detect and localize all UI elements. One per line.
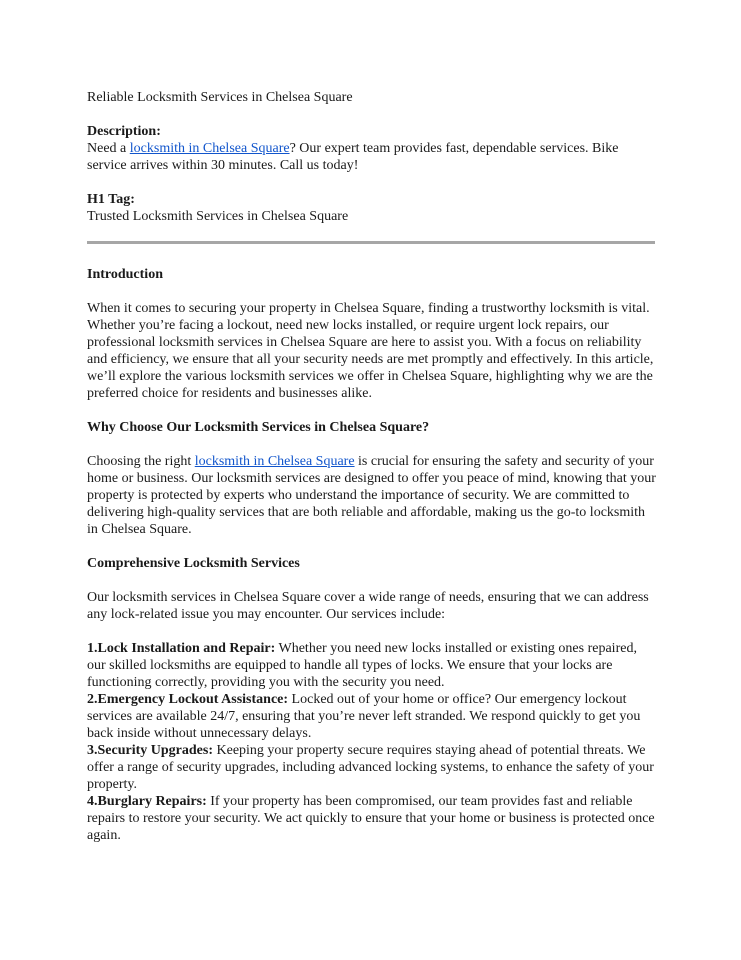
service-text: Keeping your property secure requires staying ahead of potential threats. We offer a range of security upgrades, including advanced locking systems, to enhance the safety of your property. [87, 743, 654, 792]
h1-tag-block [87, 191, 657, 225]
why-choose-body [87, 453, 657, 538]
list-item [87, 742, 657, 793]
horizontal-divider [87, 241, 655, 244]
list-item [87, 691, 657, 742]
introduction-body: When it comes to securing your property in Chelsea Square, finding a trustworthy locksmith is vital. Whether you’re facing a lockout, need new locks installed, or require urgent lock repairs, our professional locksmith services in Chelsea Square are here to assist you. With a focus on reliability and efficiency, we ensure that all your security needs are met promptly and effectively. In this article, we’ll explore the various locksmith services we offer in Chelsea Square, highlighting why we are the preferred choice for residents and businesses alike. [87, 301, 654, 401]
services-list [87, 640, 657, 844]
document-page [87, 89, 657, 844]
introduction-heading: Introduction [87, 267, 163, 282]
service-text: Whether you need new locks installed or existing ones repaired, our skilled locksmiths are equipped to handle all types of locks. We ensure that your locks are functioning correctly, providing you with the security you need. [87, 641, 637, 690]
list-item [87, 640, 657, 691]
description-label: Description: [87, 124, 161, 139]
why-choose-locksmith-link[interactable]: locksmith in Chelsea Square [194, 454, 355, 469]
description-text [87, 140, 657, 174]
meta-title: Reliable Locksmith Services in Chelsea Square [87, 90, 353, 105]
h1-tag-label: H1 Tag: [87, 192, 135, 207]
description-block [87, 123, 657, 174]
service-text: Locked out of your home or office? Our emergency lockout services are available 24/7, ensuring that you’re never left stranded. We respond quickly to get you back inside without unnecessary delays. [87, 692, 641, 741]
why-choose-prefix: Choosing the right [87, 454, 195, 469]
service-title: 2.Emergency Lockout Assistance: [87, 692, 289, 707]
why-choose-suffix: is crucial for ensuring the safety and security of your home or business. Our locksmith services are designed to offer you peace of mind, knowing that your property is protected by experts who understand the importance of security. We are committed to delivering high-quality services that are both reliable and affordable, making us the go-to locksmith in Chelsea Square. [87, 454, 656, 537]
service-title: 3.Security Upgrades: [87, 743, 213, 758]
service-title: 4.Burglary Repairs: [87, 794, 207, 809]
comprehensive-intro: Our locksmith services in Chelsea Square cover a wide range of needs, ensuring that we can address any lock-related issue you may encounter. Our services include: [87, 590, 649, 622]
description-locksmith-link[interactable]: locksmith in Chelsea Square [129, 141, 290, 156]
service-title: 1.Lock Installation and Repair: [87, 641, 276, 656]
service-text: If your property has been compromised, our team provides fast and reliable repairs to restore your security. We act quickly to ensure that your home or business is protected once again. [87, 794, 655, 843]
why-choose-heading: Why Choose Our Locksmith Services in Chelsea Square? [87, 420, 430, 435]
description-prefix: Need a [87, 141, 130, 156]
description-suffix: ? Our expert team provides fast, dependable services. Bike service arrives within 30 minutes. Call us today! [87, 141, 619, 173]
list-item [87, 793, 657, 844]
h1-tag-value: Trusted Locksmith Services in Chelsea Square [87, 209, 349, 224]
comprehensive-heading: Comprehensive Locksmith Services [87, 556, 300, 571]
